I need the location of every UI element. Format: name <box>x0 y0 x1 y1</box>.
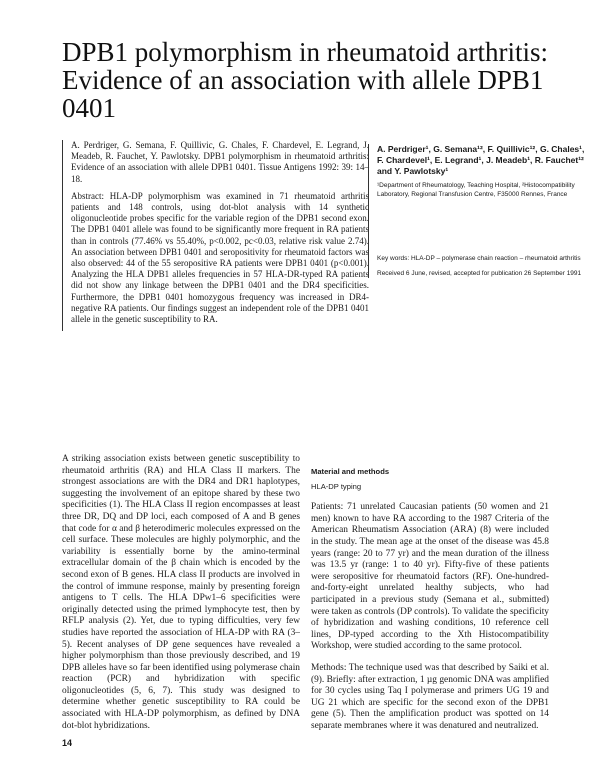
title-line-2: Evidence of an association with allele DPB1 <box>62 65 544 95</box>
keywords: Key words: HLA-DP – polymerase chain reaction – rheumatoid arthritis <box>377 255 581 262</box>
author-list: A. Perdriger¹, G. Semana¹², F. Quillivic¹², G. Chales¹, F. Chardevel¹, E. Legrand¹, J. Meadeb¹, R. Fauchet¹² and Y. Pawlotsky¹ <box>377 144 585 176</box>
author-info <box>368 144 587 278</box>
abstract-text: Abstract: HLA-DP polymorphism was examined in 71 rheumatoid arthritis patients and 148 controls, using dot-blot analysis with 14 synthetic oligonucleotide probes specific for the variable region of the DPB1 second exon. The DPB1 0401 allele was found to be significantly more frequent in RA patients than in controls (77.46% vs 55.40%, p<0.002, pc<0.03, relative risk value 2.74). An association between DPB1 0401 and seropositivity for rheumatoid factors was also observed: 44 of the 55 seropositive RA patients were DPB1 0401 (p<0.001). Analyzing the HLA DPB1 alleles frequencies in 57 HLA-DR-typed RA patients did not show any linkage between the DPB1 0401 and the DR4 specificities. Furthermore, the DPB1 0401 homozygous frequency was increased in DR4-negative RA patients. Our findings suggest an independent role of the DPB1 0401 allele in the genetic susceptibility to RA. <box>71 190 369 325</box>
affiliations: ¹Department of Rheumatology, Teaching Hospital, ²Histocompatibility Laboratory, Regional Transfusion Centre, F35000 Rennes, France <box>377 182 575 198</box>
title-line-3: 0401 <box>62 93 116 123</box>
received-dates: Received 6 June, revised, accepted for publication 26 September 1991 <box>377 269 582 277</box>
citation: A. Perdriger, G. Semana, F. Quillivic, G. Chales, F. Chardevel, E. Legrand, J. Meadeb, R. Fauchet, Y. Pawlotsky. DPB1 polymorphism in rheumatoid arthritis: Evidence of an association with allele DPB1 0401. Tissue Antigens 1992: 39: 14–18. <box>71 140 369 184</box>
body-column-right <box>311 466 549 742</box>
abstract-section <box>62 140 369 331</box>
section-heading: Material and methods <box>311 467 390 476</box>
patients-paragraph: Patients: 71 unrelated Caucasian patients (50 women and 21 men) known to have RA according to the 1987 Criteria of the American Rheumatism Association (ARA) (8) were included in the study. The mean age at the onset of the disease was 45.8 years (range: 20 to 77 yr) and the mean duration of the illness was 13.5 yr (range: 1 to 40 yr). Fifty-five of these patients were seropositive for rheumatoid factors (RF). One-hundred-and-forty-eight unrelated healthy subjects, who had participated in a previous study (Semana et al., submitted) were taken as controls (DP controls). To validate the specificity of hybridization and washing conditions, 10 reference cell lines, DP-typed according to the Xth Histocompatibility Workshop, were studied according to the same protocol. <box>311 502 549 652</box>
introduction-text: A striking association exists between genetic susceptibility to rheumatoid arthritis (RA) and HLA Class II markers. The strongest associations are with the DR4 and DR1 haplotypes, suggesting the involvement of an epitope shared by these two specificities (1). The HLA Class II region encompasses at least three DR, DQ and DP loci, each composed of A and B genes that code for α and β heterodimeric molecules expressed on the cell surface. These molecules are highly polymorphic, and the variability is essentially borne by the amino-terminal extracellular domain of the β chain which is encoded by the second exon of B genes. HLA class II products are involved in the control of immune response, mainly by presenting foreign antigens to T cells. The HLA DPw1–6 specificities were originally detected using the primed lymphocyte test, then by RFLP analysis (2). Yet, due to typing difficulties, very few studies have reported the association of HLA-DP with RA (3–5). Recent analyses of DP gene sequences have revealed a higher polymorphism than those previously described, and 19 DPB alleles have so far been identified using polymerase chain reaction (PCR) and hybridization with specific oligonucleotides (5, 6, 7). This study was designed to determine whether genetic susceptibility to RA could be associated with HLA-DP polymorphism, as defined by DNA dot-blot hybridizations. <box>62 454 300 731</box>
page-number: 14 <box>62 738 73 748</box>
subsection-heading: HLA-DP typing <box>311 481 362 491</box>
title-line-1: DPB1 polymorphism in rheumatoid arthritis: <box>62 37 548 67</box>
methods-paragraph: Methods: The technique used was that described by Saiki et al. (9). Briefly: after extraction, 1 µg genomic DNA was amplified for 30 cycles using Taq I polymerase and primers UG 19 and UG 21 which are specific for the second exon of the DPB1 gene (5). Then the amplification product was spotted on 14 separate membranes where it was denatured and neutralized. <box>311 662 549 731</box>
body-column-left <box>62 454 300 732</box>
article-title <box>62 38 582 122</box>
